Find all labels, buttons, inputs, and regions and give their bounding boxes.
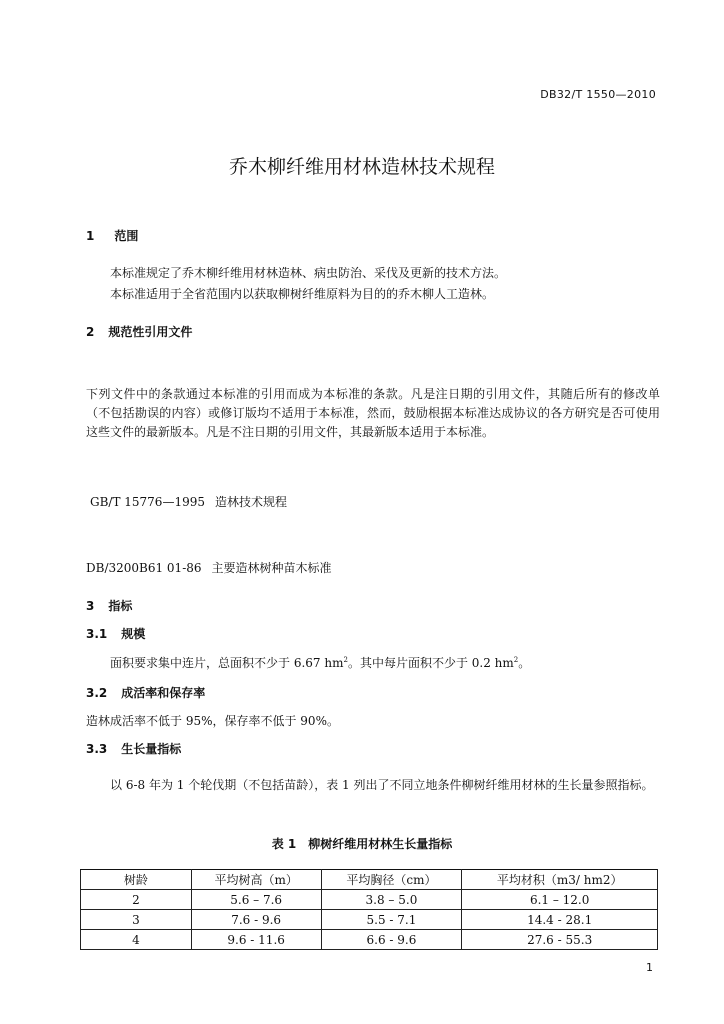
- reference-name: 造林技术规程: [214, 495, 287, 509]
- section-title: 规范性引用文件: [108, 325, 193, 339]
- table-cell: 5.6 – 7.6: [191, 890, 321, 910]
- scale-requirement-text: 面积要求集中连片，总面积不少于 6.67 $hm^2$。其中每片面积不少于 0.2 $hm^2$。: [110, 656, 531, 670]
- survival-rate-text: 造林成活率不低于 95%，保存率不低于 90%。: [86, 714, 339, 728]
- subsection-title: 成活率和保存率: [121, 686, 206, 700]
- scope-line-1: 本标准规定了乔木柳纤维用材林造林、病虫防治、采伐及更新的技术方法。: [110, 266, 507, 280]
- subsection-3-2-heading: [86, 684, 205, 701]
- section-3-heading: [86, 597, 132, 614]
- subsection-3-1-heading: [86, 625, 145, 642]
- page-number: 1: [646, 961, 653, 974]
- table-cell: 2: [81, 890, 192, 910]
- table-row: [81, 910, 658, 930]
- subsection-number: 3.3: [86, 742, 108, 756]
- normative-references-paragraph: 下列文件中的条款通过本标准的引用而成为本标准的条款。凡是注日期的引用文件，其随后所有的修改单（不包括勘误的内容）或修订版均不适用于本标准，然而，鼓励根据本标准达成协议的各方研究是否可使用这些文件的最新版本。凡是不注日期的引用文件，其最新版本适用于本标准。: [86, 387, 660, 439]
- section-1-heading: [86, 227, 138, 244]
- table-cell: 7.6 - 9.6: [191, 910, 321, 930]
- subsection-title: 规模: [121, 627, 146, 641]
- section-number: 1: [86, 229, 95, 243]
- table-cell: 3.8 – 5.0: [321, 890, 462, 910]
- column-header: 平均材积（m3/ hm2）: [462, 870, 658, 890]
- column-header: 平均胸径（cm）: [321, 870, 462, 890]
- section-title: 范围: [114, 229, 139, 243]
- reference-item: [86, 559, 332, 576]
- table-row: [81, 890, 658, 910]
- table-cell: 6.6 - 9.6: [321, 930, 462, 950]
- document-code: DB32/T 1550—2010: [540, 88, 656, 101]
- section-number: 3: [86, 599, 95, 613]
- table-header-row: [81, 870, 658, 890]
- table-cell: 6.1 – 12.0: [462, 890, 658, 910]
- section-title: 指标: [108, 599, 133, 613]
- growth-indicator-paragraph: 以 6-8 年为 1 个轮伐期（不包括苗龄），表 1 列出了不同立地条件柳树纤维用材林的生长量参照指标。: [110, 778, 654, 792]
- column-header: 平均树高（m）: [191, 870, 321, 890]
- reference-code: DB/3200B61 01-86: [86, 561, 202, 575]
- table-cell: 3: [81, 910, 192, 930]
- scope-line-2: 本标准适用于全省范围内以获取柳树纤维原料为目的的乔木柳人工造林。: [110, 287, 495, 301]
- table-cell: 9.6 - 11.6: [191, 930, 321, 950]
- table-cell: 4: [81, 930, 192, 950]
- column-header: 树龄: [81, 870, 192, 890]
- subsection-title: 生长量指标: [121, 742, 182, 756]
- reference-code: GB/T 15776—1995: [90, 495, 205, 509]
- growth-indicator-table: [80, 869, 658, 950]
- section-number: 2: [86, 325, 95, 339]
- subsection-number: 3.1: [86, 627, 108, 641]
- table-cell: 14.4 - 28.1: [462, 910, 658, 930]
- table-caption: 表 1 柳树纤维用材林生长量指标: [271, 837, 453, 851]
- reference-item: [90, 493, 287, 510]
- table-cell: 5.5 - 7.1: [321, 910, 462, 930]
- subsection-3-3-heading: [86, 740, 181, 757]
- section-2-heading: [86, 323, 192, 340]
- document-title: 乔木柳纤维用材林造林技术规程: [228, 156, 495, 178]
- subsection-number: 3.2: [86, 686, 108, 700]
- reference-name: 主要造林树种苗木标准: [211, 561, 332, 575]
- table-row: [81, 930, 658, 950]
- table-cell: 27.6 - 55.3: [462, 930, 658, 950]
